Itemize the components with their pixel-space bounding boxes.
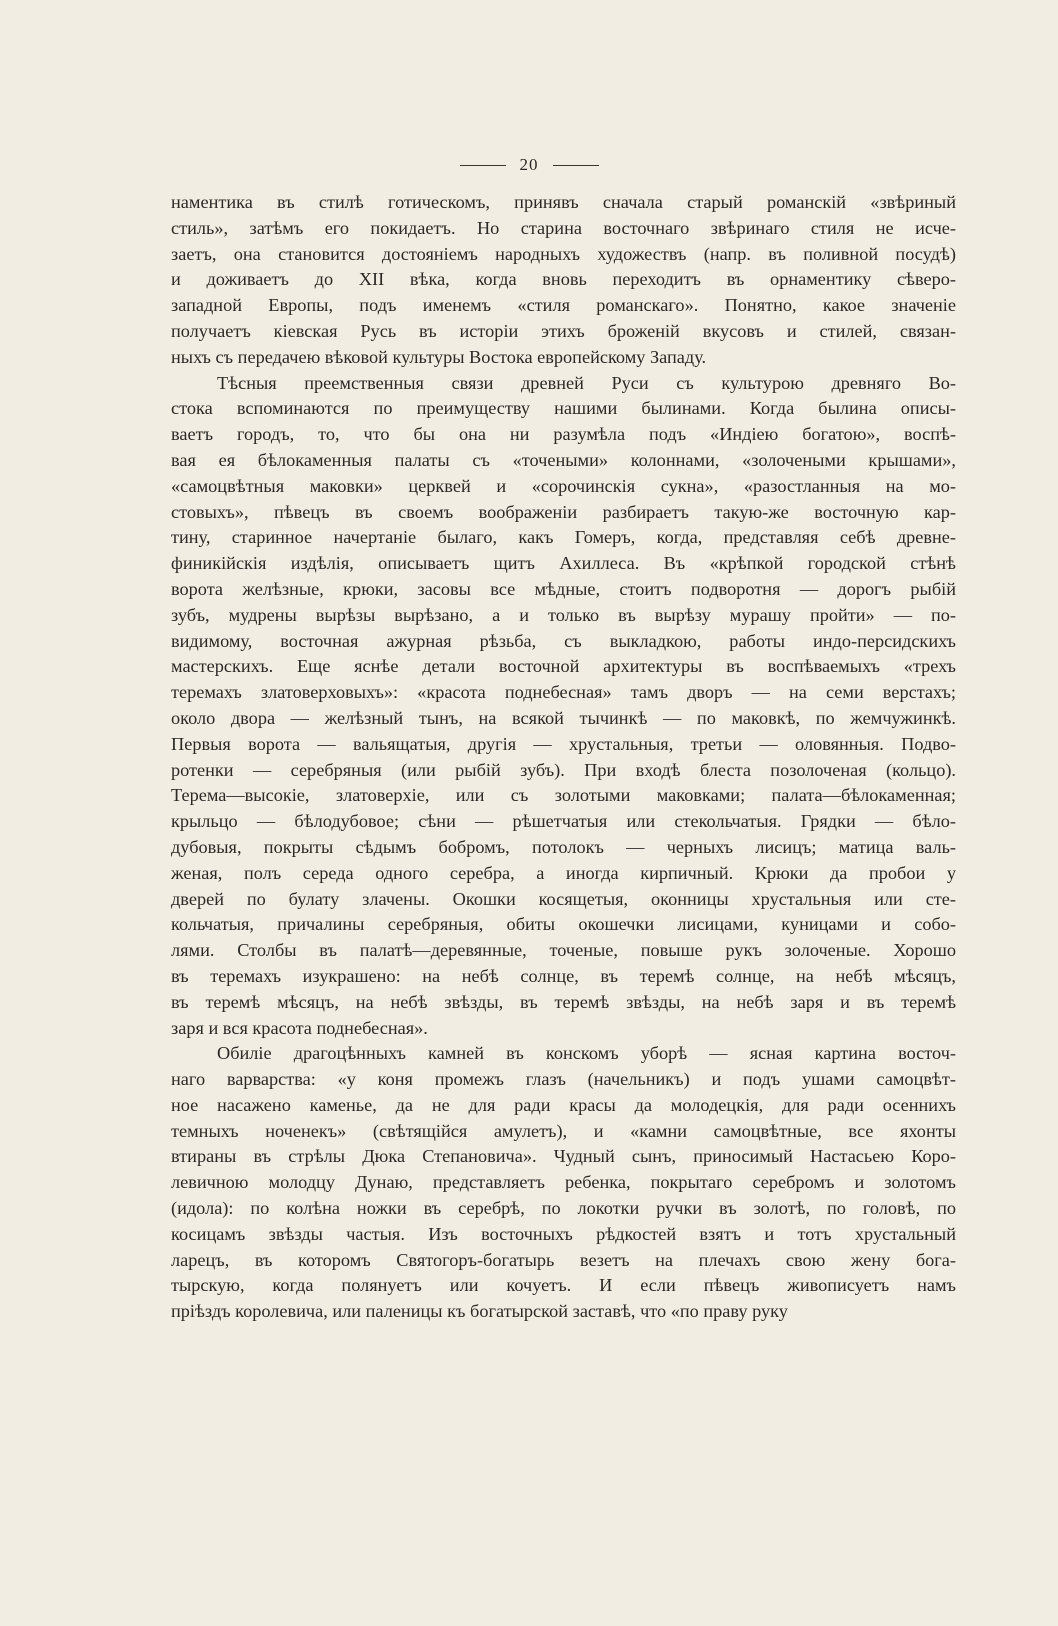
text-line: заетъ, она становится достояніемъ народныхъ художествъ (напр. въ поливной посудѣ) <box>171 243 956 264</box>
text-line: лями. Столбы въ палатѣ—деревянные, точеные, повыше рукъ золоченые. Хорошо <box>171 940 956 961</box>
text-line: (идола): по колѣна ножки въ серебрѣ, по локотки ручки въ золотѣ, по головѣ, по <box>171 1198 956 1219</box>
text-line: зубъ, мудрены вырѣзы вырѣзано, а и только въ вырѣзу мурашу пройти» — по- <box>171 604 956 625</box>
page-number: 20 <box>519 155 539 174</box>
text-line: наго варварства: «у коня промежъ глазъ (начельникъ) и подъ ушами самоцвѣт- <box>171 1069 956 1090</box>
text-line: женая, полъ середа одного серебра, а иногда кирпичный. Крюки да пробои у <box>171 862 956 883</box>
text-line: кольчатыя, причалины серебряныя, обиты окошечки лисицами, куницами и собо- <box>171 914 956 935</box>
text-line: крыльцо — бѣлодубовое; сѣни — рѣшетчатыя или стекольчатыя. Грядки — бѣло- <box>171 811 956 832</box>
text-line: въ теремѣ мѣсяцъ, на небѣ звѣзды, въ теремѣ звѣзды, на небѣ заря и въ теремѣ <box>171 991 956 1012</box>
text-line: Обиліе драгоцѣнныхъ камней въ конскомъ уборѣ — ясная картина восточ- <box>217 1043 956 1064</box>
text-line: Терема—высокіе, златоверхіе, или съ золотыми маковками; палата—бѣлокаменная; <box>171 785 956 806</box>
text-line: ное насажено каменье, да не для ради красы да молодецкія, для ради осеннихъ <box>171 1094 956 1115</box>
body-text <box>171 190 956 1325</box>
text-line: косицамъ звѣзды частыя. Изъ восточныхъ рѣдкостей взятъ и тотъ хрустальный <box>171 1223 956 1244</box>
text-line: ныхъ съ передачею вѣковой культуры Востока европейскому Западу. <box>171 346 707 367</box>
paragraph <box>171 1041 956 1325</box>
text-line: дубовыя, покрыты сѣдымъ бобромъ, потолокъ — черныхъ лисицъ; матица валь- <box>171 836 956 857</box>
text-line: стиль», затѣмъ его покидаетъ. Но старина восточнаго звѣринаго стиля не исче- <box>171 217 956 238</box>
text-line: стока вспоминаются по преимуществу нашими былинами. Когда былина описы- <box>171 398 956 419</box>
text-line: въ теремахъ изукрашено: на небѣ солнце, въ теремѣ солнце, на небѣ мѣсяцъ, <box>171 965 956 986</box>
text-line: и доживаетъ до XII вѣка, когда вновь переходитъ въ орнаментику сѣверо- <box>171 269 956 290</box>
text-line: видимому, восточная ажурная рѣзьба, съ выкладкою, работы индо-персидскихъ <box>171 630 956 651</box>
text-line: темныхъ ноченекъ» (свѣтящійся амулетъ), и «камни самоцвѣтные, все яхонты <box>171 1120 956 1141</box>
text-line: теремахъ златоверховыхъ»: «красота поднебесная» тамъ дворъ — на семи верстахъ; <box>171 682 956 703</box>
text-line: ротенки — серебряныя (или рыбій зубъ). При входѣ блеста позолоченая (кольцо). <box>171 759 956 780</box>
header-rule-right <box>553 165 599 166</box>
text-line: мастерскихъ. Еще яснѣе детали восточной архитектуры въ воспѣваемыхъ «трехъ <box>171 656 956 677</box>
text-line: втираны въ стрѣлы Дюка Степановича». Чудный сынъ, приносимый Настасьею Коро- <box>171 1146 956 1167</box>
text-line: тину, старинное начертаніе былаго, какъ Гомеръ, когда, представляя себѣ древне- <box>171 527 956 548</box>
text-line: западной Европы, подъ именемъ «стиля романскаго». Понятно, какое значеніе <box>171 295 956 316</box>
text-line: вая ея бѣлокаменныя палаты съ «точеными» колоннами, «золочеными крышами», <box>171 449 956 470</box>
page-header <box>0 150 1058 180</box>
text-line: получаетъ кіевская Русь въ исторіи этихъ броженій вкусовъ и стилей, связан- <box>171 320 956 341</box>
text-line: заря и вся красота поднебесная». <box>171 1017 428 1038</box>
text-line: «самоцвѣтныя маковки» церквей и «сорочинскія сукна», «разостланныя на мо- <box>171 475 956 496</box>
text-line: левичною молодцу Дунаю, представляетъ ребенка, покрытаго серебромъ и золотомъ <box>171 1172 956 1193</box>
text-line: Первыя ворота — вальящатыя, другія — хрустальныя, третьи — оловянныя. Подво- <box>171 733 956 754</box>
paragraph <box>171 190 956 371</box>
text-line: тырскую, когда полянуетъ или кочуетъ. И если пѣвецъ живописуетъ намъ <box>171 1275 956 1296</box>
text-line: наментика въ стилѣ готическомъ, принявъ сначала старый романскій «звѣриный <box>171 192 956 212</box>
text-line: ваетъ городъ, то, что бы она ни разумѣла подъ «Индіею богатою», воспѣ- <box>171 424 956 445</box>
text-line: стовыхъ», пѣвецъ въ своемъ воображеніи разбираетъ такую-же восточную кар- <box>171 501 956 522</box>
text-line: дверей по булату злачены. Окошки косящетыя, оконницы хрустальныя или сте- <box>171 888 956 909</box>
header-rule-left <box>460 165 506 166</box>
text-line: финикійскія издѣлія, описываетъ щитъ Ахиллеса. Въ «крѣпкой городской стѣнѣ <box>171 553 956 574</box>
text-line: около двора — желѣзный тынъ, на всякой тычинкѣ — по маковкѣ, по жемчужинкѣ. <box>171 707 956 728</box>
text-line: ларецъ, въ которомъ Святогоръ-богатырь везетъ на плечахъ свою жену бога- <box>171 1249 956 1270</box>
text-line: пріѣздъ королевича, или паленицы къ богатырской заставѣ, что «по праву руку <box>171 1301 788 1322</box>
text-line: Тѣсныя преемственныя связи древней Руси съ культурою древняго Во- <box>217 372 956 393</box>
text-line: ворота желѣзные, крюки, засовы все мѣдные, стоитъ подворотня — дорогъ рыбій <box>171 578 956 599</box>
paragraph <box>171 371 956 1042</box>
